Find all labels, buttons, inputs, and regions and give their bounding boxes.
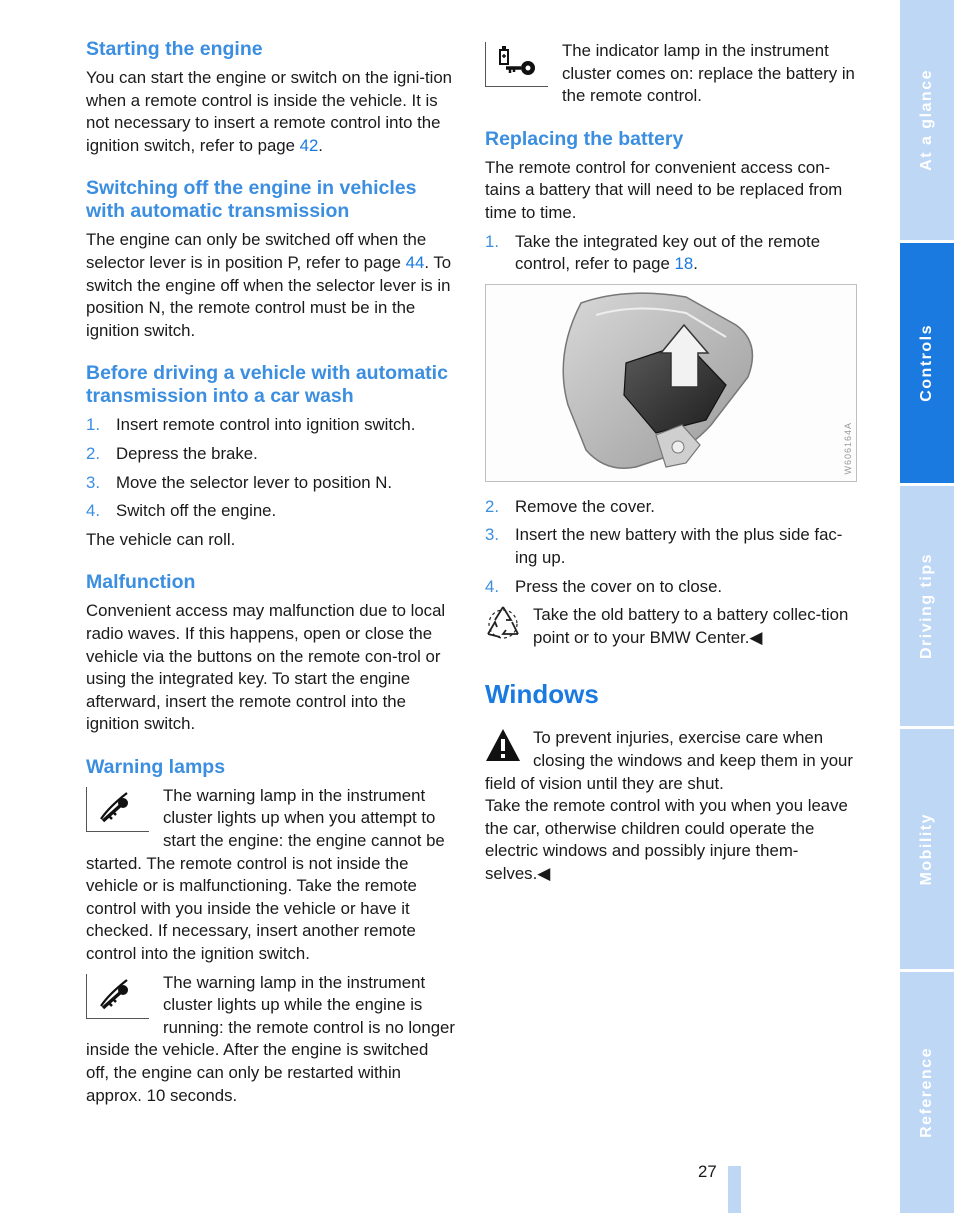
list-item [485, 496, 857, 519]
text-start: You can start the engine or switch on the igni-tion when a remote control is inside the vehicle. It is not necessary to insert a remote control into the ignition switch, refer to page [86, 68, 452, 155]
left-column [86, 38, 456, 1127]
list-item [86, 500, 456, 523]
chapter-sidebar [900, 0, 954, 1213]
page-number: 27 [698, 1162, 717, 1181]
heading-starting-engine: Starting the engine [86, 38, 263, 60]
text-start: The engine can only be switched off when the selector lever is in position P, refer to page [86, 230, 427, 272]
step-text-end: . [693, 254, 698, 274]
recycle-icon [485, 604, 521, 640]
page-number-marker [728, 1166, 741, 1213]
paragraph-recycle: Take the old battery to a battery collec-tion point or to your BMW Center.◀ [533, 605, 849, 647]
vehicle-can-roll-note: The vehicle can roll. [86, 529, 236, 549]
list-item [86, 414, 456, 437]
step-text: Remove the cover. [515, 496, 655, 516]
text-end: . To switch the engine off when the selector lever is in position N, the remote control must be in the ignition switch. [86, 252, 452, 340]
tab-label: Driving tips [918, 552, 935, 659]
step-number: 2. [86, 443, 100, 463]
tab-label: Mobility [918, 812, 935, 886]
step-number: 1. [86, 415, 100, 435]
key-crossed-warning-icon [86, 787, 149, 832]
tab-label: At a glance [918, 69, 935, 171]
list-item [485, 524, 857, 569]
page-link-42[interactable]: 42 [299, 135, 319, 155]
recycle-note [485, 604, 857, 649]
page-link-44[interactable]: 44 [405, 252, 425, 272]
step-number: 4. [86, 501, 100, 521]
tab-label: Reference [918, 1047, 935, 1138]
paragraph-malfunction: Convenient access may malfunction due to local radio waves. If this happens, open or close the vehicle via the buttons on the remote con-trol or using the integrated key. To start the engine afterward, insert the remote control into the ignition switch. [86, 601, 446, 734]
heading-malfunction: Malfunction [86, 571, 196, 594]
step-number: 1. [485, 231, 499, 251]
heading-replacing-battery: Replacing the battery [485, 127, 684, 150]
section-replacing-battery [485, 128, 857, 650]
section-warning-lamps [86, 756, 456, 1107]
indicator-lamp-note [485, 40, 857, 108]
heading-windows: Windows [485, 679, 599, 710]
step-number: 3. [86, 472, 100, 492]
list-item [86, 443, 456, 466]
warning-triangle-icon [485, 727, 521, 763]
paragraph-indicator-lamp: The indicator lamp in the instrument cluster comes on: replace the battery in the remote control. [562, 41, 855, 106]
step-text: Insert the new battery with the plus side fac-ing up. [515, 525, 843, 567]
tab-label: Controls [918, 324, 935, 402]
list-item [485, 231, 857, 276]
paragraph-starting-engine [86, 67, 456, 157]
battery-step-1 [485, 231, 857, 276]
section-windows [485, 679, 857, 885]
paragraph-warning-lamp-2: The warning lamp in the instrument cluster lights up while the engine is running: the remote control is no longer inside the vehicle. After the engine is switched off, the engine can only be restarted within approx. 10 seconds. [86, 972, 455, 1105]
paragraph-battery-intro: The remote control for convenient access con-tains a battery that will need to be replaced from time to time. [485, 157, 843, 222]
remote-control-illustration [486, 285, 856, 481]
step-number: 3. [485, 525, 499, 545]
heading-warning-lamps: Warning lamps [86, 755, 226, 778]
tab-driving-tips[interactable] [900, 486, 954, 726]
step-number: 4. [485, 576, 499, 596]
remote-control-cover-figure [485, 284, 857, 482]
step-text: Take the integrated key out of the remote control, refer to page [515, 231, 821, 274]
step-number: 2. [485, 496, 499, 516]
section-starting-engine [86, 38, 456, 157]
right-column [485, 40, 857, 905]
car-wash-steps [86, 414, 456, 522]
key-crossed-warning-icon [86, 974, 149, 1019]
paragraph-windows-warning-1: To prevent injuries, exercise care when closing the windows and keep them in your field of vision until they are shut. [485, 728, 853, 793]
paragraph-warning-lamp-1: The warning lamp in the instrument cluster lights up when you attempt to start the engine: the engine cannot be started. The remote control is not inside the vehicle or is malfunctioning. Take the remote control with you inside the vehicle or have it checked. If necessary, insert another remote control into the ignition switch. [86, 785, 445, 964]
section-malfunction [86, 571, 456, 736]
page-link-18[interactable]: 18 [674, 254, 694, 274]
warning-lamp-2 [86, 972, 456, 1108]
step-text: Press the cover on to close. [515, 576, 723, 596]
text-end: . [318, 135, 323, 155]
step-text: Move the selector lever to position N. [116, 472, 393, 492]
tab-reference[interactable] [900, 972, 954, 1213]
section-car-wash [86, 362, 456, 551]
tab-controls[interactable] [900, 243, 954, 483]
heading-switching-off: Switching off the engine in vehicles with automatic transmission [86, 177, 417, 223]
figure-code: W606164A [843, 422, 853, 475]
windows-warning [485, 727, 857, 885]
battery-steps-remaining [485, 496, 857, 598]
step-text: Depress the brake. [116, 443, 258, 463]
step-text: Insert remote control into ignition switch. [116, 415, 416, 435]
section-switching-off [86, 177, 456, 342]
tab-mobility[interactable] [900, 729, 954, 969]
heading-car-wash: Before driving a vehicle with automatic transmission into a car wash [86, 362, 448, 408]
paragraph-windows-warning-2: Take the remote control with you when you leave the car, otherwise children could operate the electric windows and possibly injure them-selves.◀ [485, 796, 848, 883]
warning-lamp-1 [86, 785, 456, 966]
step-text: Switch off the engine. [116, 501, 277, 521]
list-item [86, 472, 456, 495]
key-battery-indicator-icon [485, 42, 548, 87]
paragraph-switching-off [86, 229, 456, 342]
tab-at-a-glance[interactable] [900, 0, 954, 240]
list-item [485, 576, 857, 599]
